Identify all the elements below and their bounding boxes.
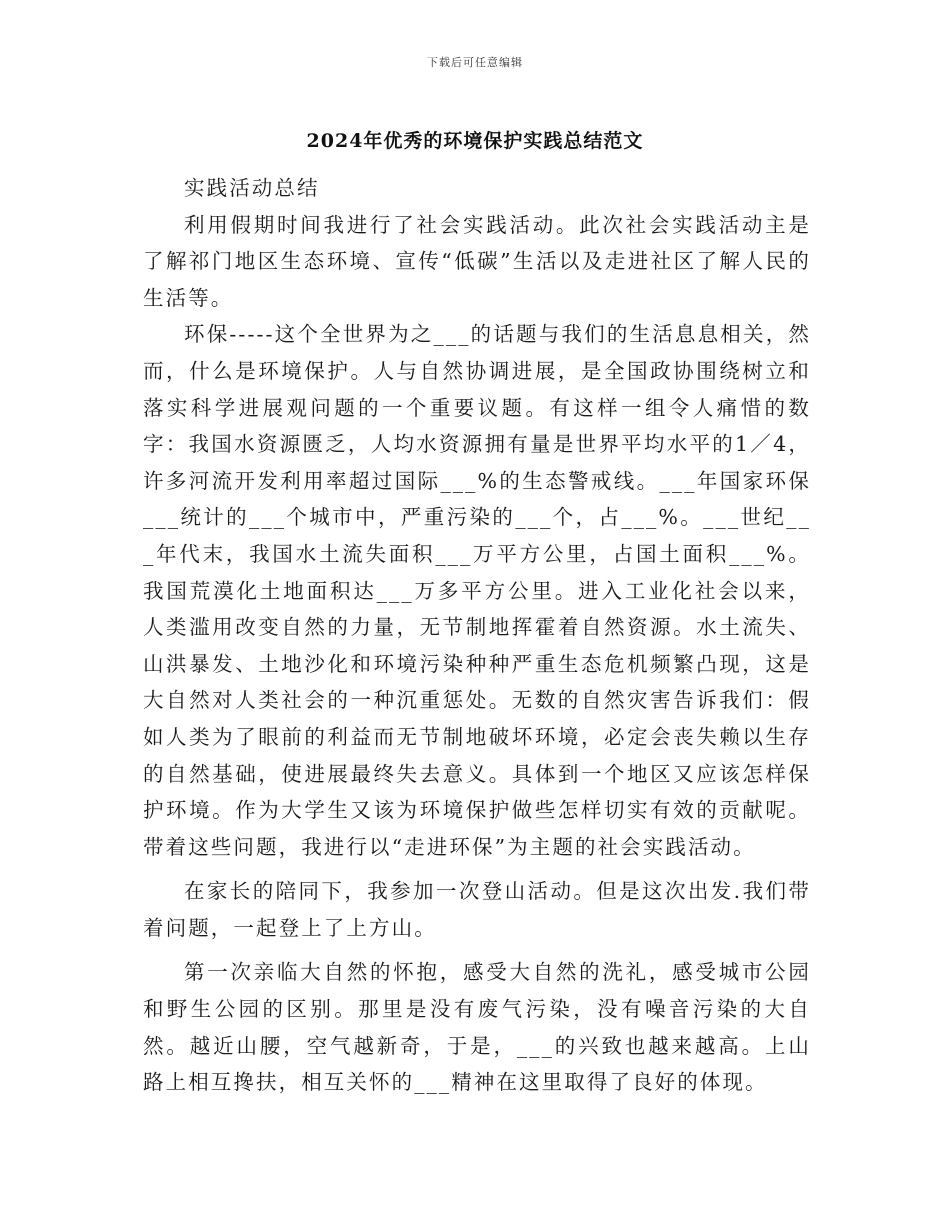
paragraph-environment: 环保-----这个全世界为之___的话题与我们的生活息息相关，然而，什么是环境保护。人与自然协调进展，是全国政协围绕树立和落实科学进展观问题的一个重要议题。有这样一组令人痛惜的数字：我国水资源匮乏，人均水资源拥有量是世界平均水平的1／4，许多河流开发利用率超过国际___%的生态警戒线。___年国家环保___统计的___个城市中，严重污染的___个，占___%。___世纪___年代末，我国水土流失面积___万平方公里，占国土面积___%。我国荒漠化土地面积达___万多平方公里。进入工业化社会以来，人类滥用改变自然的力量，无节制地挥霍着自然资源。水土流失、山洪暴发、土地沙化和环境污染种种严重生态危机频繁凸现，这是大自然对人类社会的一种沉重惩处。无数的自然灾害告诉我们：假如人类为了眼前的利益而无节制地破坏环境，必定会丧失赖以生存的自然基础，使进展最终失去意义。具体到一个地区又应该怎样保护环境。作为大学生又该为环境保护做些怎样切实有效的贡献呢。带着这些问题，我进行以“走进环保”为主题的社会实践活动。 (143, 322, 811, 859)
paragraph-section-heading: 实践活动总结 (184, 176, 320, 200)
document-body (143, 170, 811, 1101)
paragraph-hiking: 在家长的陪同下，我参加一次登山活动。但是这次出发.我们带着问题，一起登上了上方山。 (143, 879, 811, 940)
header-note: 下载后可任意编辑 (427, 56, 523, 69)
paragraph-nature: 第一次亲临大自然的怀抱，感受大自然的洗礼，感受城市公园和野生公园的区别。那里是没有废气污染，没有噪音污染的大自然。越近山腰，空气越新奇，于是，___的兴致也越来越高。上山路上相互搀扶，相互关怀的___精神在这里取得了良好的体现。 (143, 960, 811, 1095)
paragraph-intro: 利用假期时间我进行了社会实践活动。此次社会实践活动主是了解祁门地区生态环境、宣传“低碳”生活以及走进社区了解人民的生活等。 (143, 212, 811, 310)
document-title: 2024年优秀的环境保护实践总结范文 (306, 130, 644, 152)
